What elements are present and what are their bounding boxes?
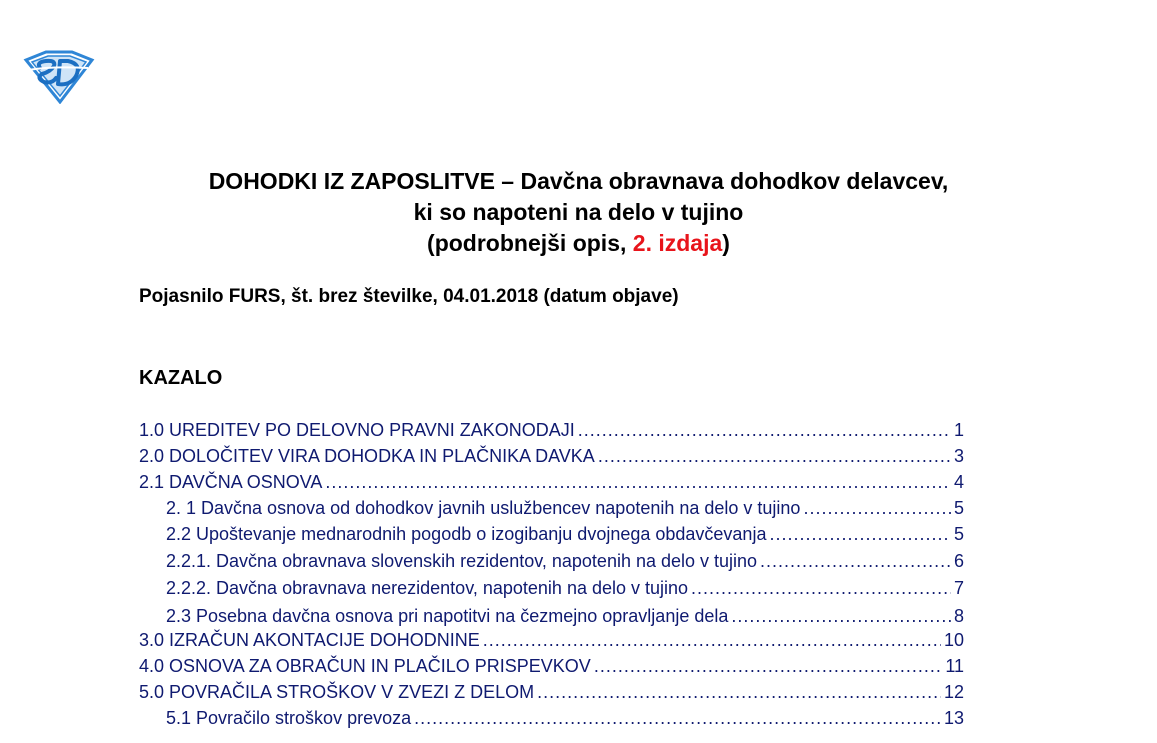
toc-entry[interactable] — [139, 420, 964, 444]
title-line-3-open: (podrobnejši opis, — [427, 230, 633, 256]
toc-entry-title: 3.0 IZRAČUN AKONTACIJE DOHODNINE — [139, 630, 480, 650]
toc-leader-dots — [598, 446, 951, 467]
title-line-2: ki so napoteni na delo v tujino — [413, 199, 744, 225]
toc-page-number: 10 — [943, 630, 964, 650]
toc-entry[interactable] — [166, 524, 964, 548]
toc-entry-title: 5.0 POVRAČILA STROŠKOV V ZVEZI Z DELOM — [139, 682, 535, 702]
toc-leader-dots — [414, 708, 941, 729]
toc-leader-dots — [483, 630, 941, 651]
toc-entry-title: 2.2.2. Davčna obravnava nerezidentov, napotenih na delo v tujino — [166, 578, 689, 598]
toc-page-number: 5 — [953, 498, 964, 518]
toc-entry-title: 2. 1 Davčna osnova od dohodkov javnih uslužbencev napotenih na delo v tujino — [166, 498, 801, 518]
toc-entry-title: 2.3 Posebna davčna osnova pri napotitvi na čezmejno opravljanje dela — [166, 606, 729, 626]
toc-page-number: 1 — [953, 420, 964, 440]
toc-entry-title: 2.2.1. Davčna obravnava slovenskih rezidentov, napotenih na delo v tujino — [166, 551, 758, 571]
toc-page-number: 6 — [953, 551, 964, 571]
fu-sd-shield-logo-icon — [22, 48, 96, 104]
toc-leader-dots — [691, 578, 951, 599]
toc-entry-title: 2.1 DAVČNA OSNOVA — [139, 472, 323, 492]
toc-entry-title: 2.0 DOLOČITEV VIRA DOHODKA IN PLAČNIKA DAVKA — [139, 446, 595, 466]
toc-entry-title: 4.0 OSNOVA ZA OBRAČUN IN PLAČILO PRISPEVKOV — [139, 656, 591, 676]
toc-entry[interactable] — [166, 708, 964, 732]
toc-leader-dots — [731, 606, 951, 627]
toc-leader-dots — [578, 420, 951, 441]
toc-entry-title: 2.2 Upoštevanje mednarodnih pogodb o izogibanju dvojnega obdavčevanja — [166, 524, 767, 544]
toc-entry[interactable] — [139, 630, 964, 654]
toc-entry[interactable] — [166, 551, 964, 575]
toc-entry[interactable] — [139, 472, 964, 496]
toc-entry[interactable] — [166, 578, 964, 602]
toc-entry[interactable] — [139, 682, 964, 706]
toc-entry[interactable] — [166, 498, 964, 522]
title-line-1: DOHODKI IZ ZAPOSLITVE – Davčna obravnava dohodkov delavcev, — [208, 168, 949, 194]
title-line-3-close: ) — [722, 230, 730, 256]
toc-entry-title: 1.0 UREDITEV PO DELOVNO PRAVNI ZAKONODAJI — [139, 420, 575, 440]
toc-page-number: 8 — [953, 606, 964, 626]
toc-leader-dots — [325, 472, 951, 493]
toc-page-number: 5 — [953, 524, 964, 544]
toc-heading: KAZALO — [139, 367, 223, 389]
toc-page-number: 12 — [943, 682, 964, 702]
toc-page-number: 4 — [953, 472, 964, 492]
title-line-3 — [0, 228, 1157, 259]
toc-leader-dots — [803, 498, 951, 519]
document-subtitle: Pojasnilo FURS, št. brez številke, 04.01.2018 (datum objave) — [139, 286, 679, 307]
toc-page-number: 11 — [945, 656, 964, 676]
toc-page-number: 7 — [953, 578, 964, 598]
toc-leader-dots — [760, 551, 951, 572]
toc-leader-dots — [594, 656, 943, 677]
toc-page-number: 13 — [943, 708, 964, 728]
toc-entry[interactable] — [166, 606, 964, 630]
toc-page-number: 3 — [953, 446, 964, 466]
edition-label: 2. izdaja — [632, 230, 723, 256]
document-title — [0, 166, 1157, 259]
toc-entry[interactable] — [139, 446, 964, 470]
toc-entry-title: 5.1 Povračilo stroškov prevoza — [166, 708, 412, 728]
toc-entry[interactable] — [139, 656, 964, 680]
toc-leader-dots — [769, 524, 951, 545]
toc-leader-dots — [537, 682, 941, 703]
